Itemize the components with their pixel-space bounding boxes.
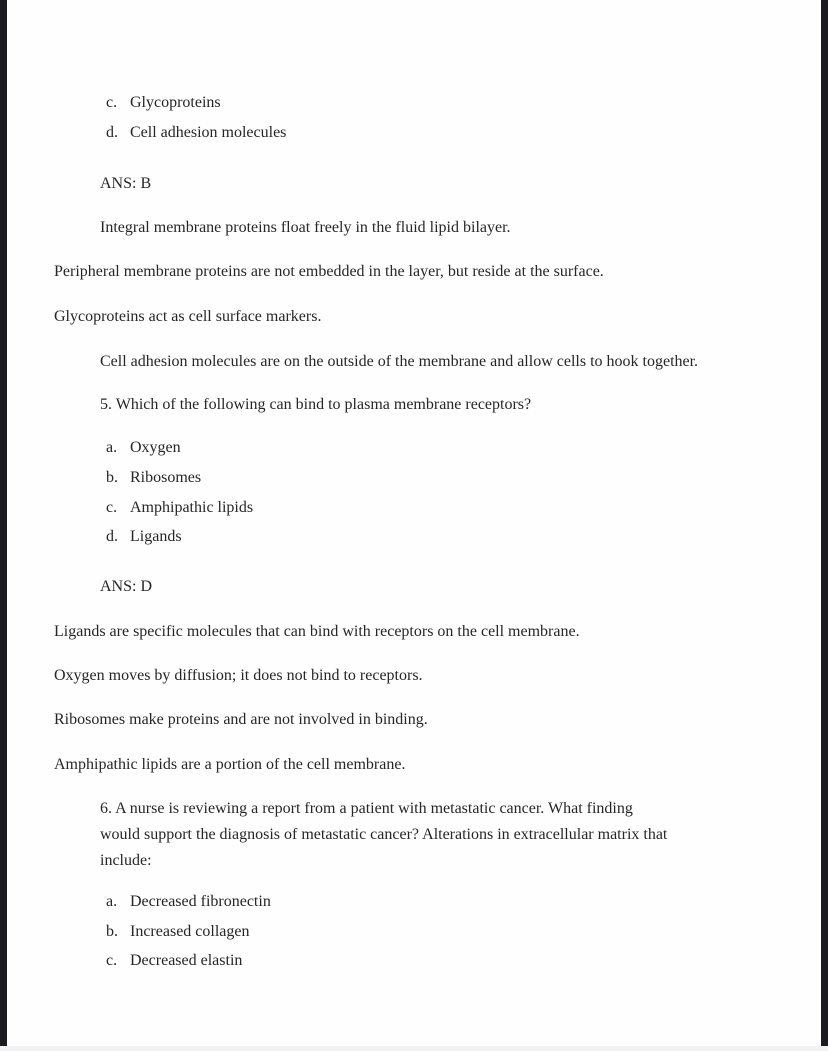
option-text: Oxygen xyxy=(130,439,181,456)
rationale-paragraph: Integral membrane proteins float freely in the fluid lipid bilayer. xyxy=(100,219,511,236)
option-row xyxy=(106,892,271,911)
option-row xyxy=(106,93,221,112)
question-text: would support the diagnosis of metastatic cancer? Alterations in extracellular matrix that xyxy=(100,826,668,843)
answer-line: ANS: B xyxy=(100,175,152,192)
option-text: Decreased elastin xyxy=(130,952,243,969)
option-text: Ligands xyxy=(130,528,182,545)
rationale-paragraph: Oxygen moves by diffusion; it does not bind to receptors. xyxy=(54,667,423,684)
option-letter: b. xyxy=(106,469,118,486)
page-right-edge xyxy=(821,0,828,1046)
option-letter: d. xyxy=(106,124,118,141)
option-row xyxy=(106,951,242,970)
option-text: Increased collagen xyxy=(130,923,250,940)
answer-line: ANS: D xyxy=(100,578,153,595)
rationale-paragraph: Glycoproteins act as cell surface markers. xyxy=(54,308,322,325)
option-letter: c. xyxy=(106,499,118,516)
question-text: 6. A nurse is reviewing a report from a patient with metastatic cancer. What finding xyxy=(100,800,633,817)
page-bottom-strip xyxy=(0,1046,828,1051)
option-letter: c. xyxy=(106,952,118,969)
rationale-paragraph: Ribosomes make proteins and are not involved in binding. xyxy=(54,711,428,728)
option-letter: b. xyxy=(106,923,118,940)
option-text: Decreased fibronectin xyxy=(130,893,271,910)
option-text: Glycoproteins xyxy=(130,94,221,111)
option-text: Amphipathic lipids xyxy=(130,499,254,516)
option-text: Ribosomes xyxy=(130,469,202,486)
option-row xyxy=(106,922,249,941)
option-row xyxy=(106,123,286,142)
rationale-paragraph: Cell adhesion molecules are on the outside of the membrane and allow cells to hook together. xyxy=(100,353,699,370)
option-letter: c. xyxy=(106,94,118,111)
rationale-paragraph: Ligands are specific molecules that can bind with receptors on the cell membrane. xyxy=(54,623,580,640)
option-row xyxy=(106,438,181,457)
rationale-paragraph: Amphipathic lipids are a portion of the cell membrane. xyxy=(54,756,406,773)
option-letter: a. xyxy=(106,893,118,910)
option-letter: d. xyxy=(106,528,118,545)
option-row xyxy=(106,468,201,487)
rationale-paragraph: Peripheral membrane proteins are not embedded in the layer, but reside at the surface. xyxy=(54,263,604,280)
question-text: include: xyxy=(100,852,152,869)
option-row xyxy=(106,498,253,517)
question-text: 5. Which of the following can bind to plasma membrane receptors? xyxy=(100,396,532,413)
option-letter: a. xyxy=(106,439,118,456)
option-row xyxy=(106,527,182,546)
page-left-edge xyxy=(0,0,7,1046)
option-text: Cell adhesion molecules xyxy=(130,124,287,141)
